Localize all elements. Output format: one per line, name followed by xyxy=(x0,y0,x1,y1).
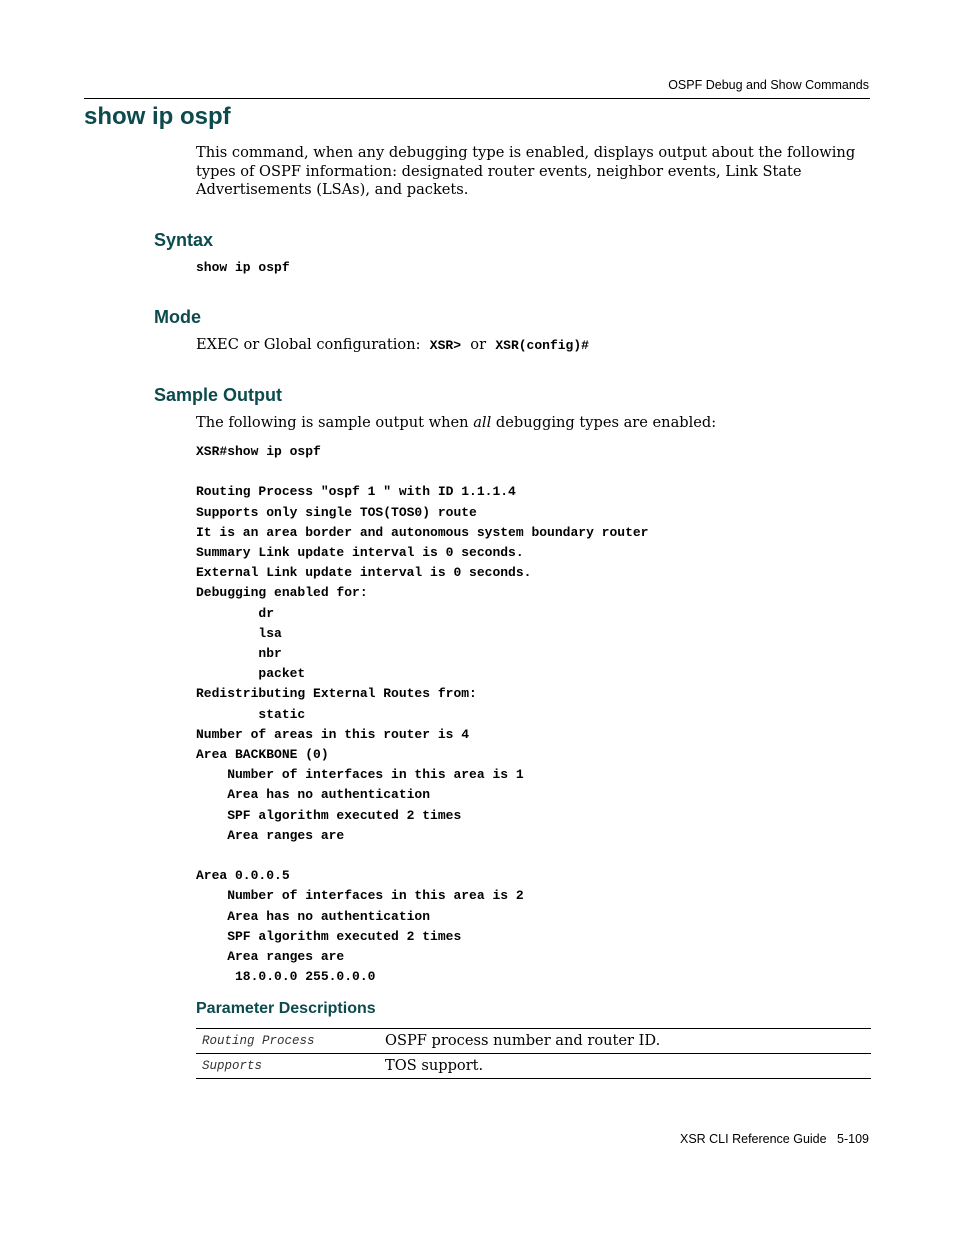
parameter-name: Supports xyxy=(196,1054,379,1079)
parameter-name: Routing Process xyxy=(196,1029,379,1054)
table-row xyxy=(196,1029,871,1054)
mode-prompt-config: XSR(config)# xyxy=(495,338,589,353)
parameter-description: TOS support. xyxy=(379,1054,871,1079)
mode-or: or xyxy=(470,336,487,353)
mode-heading: Mode xyxy=(154,307,201,327)
mode-text: EXEC or Global configuration: xyxy=(196,336,421,353)
sample-output-intro xyxy=(196,414,716,431)
page-footer xyxy=(680,1132,869,1146)
syntax-code: show ip ospf xyxy=(196,260,290,275)
mode-prompt-exec: XSR> xyxy=(429,338,462,353)
syntax-heading: Syntax xyxy=(154,230,214,250)
intro-paragraph: This command, when any debugging type is enabled, displays output about the following types of OSPF information: designated router events, neighbor events, Link State Advertisements (LSAs), and packets. xyxy=(196,144,856,198)
parameter-table xyxy=(196,1028,871,1079)
mode-line xyxy=(196,336,589,353)
table-row xyxy=(196,1054,871,1079)
header-rule xyxy=(84,98,870,99)
sample-intro-emphasis: all xyxy=(473,414,492,431)
footer-page-number: 5-109 xyxy=(837,1132,869,1146)
running-header: OSPF Debug and Show Commands xyxy=(668,78,869,92)
page-title: show ip ospf xyxy=(84,103,231,130)
sample-intro-after: debugging types are enabled: xyxy=(491,414,717,431)
parameter-descriptions-heading: Parameter Descriptions xyxy=(196,1000,376,1017)
sample-intro-before: The following is sample output when xyxy=(196,414,474,431)
footer-guide-title: XSR CLI Reference Guide xyxy=(679,1132,827,1146)
sample-output-heading: Sample Output xyxy=(154,385,283,405)
sample-output-code: XSR#show ip ospf Routing Process "ospf 1 " with ID 1.1.1.4 Supports only single TOS(TOS0) route It is an area border and autonomous system boundary router Summary Link update interval is 0 seconds. External Link update interval is 0 seconds. Debugging enabled for: dr lsa nbr packet Redistributing External Routes from: static Number of areas in this router is 4 Area BACKBONE (0) Number of interfaces in this area is 1 Area has no authentication SPF algorithm executed 2 times Area ranges are Area 0.0.0.5 Number of interfaces in this area is 2 Area has no authentication SPF algorithm executed 2 times Area ranges are 18.0.0.0 255.0.0.0 xyxy=(196,444,649,985)
parameter-description: OSPF process number and router ID. xyxy=(379,1029,871,1054)
